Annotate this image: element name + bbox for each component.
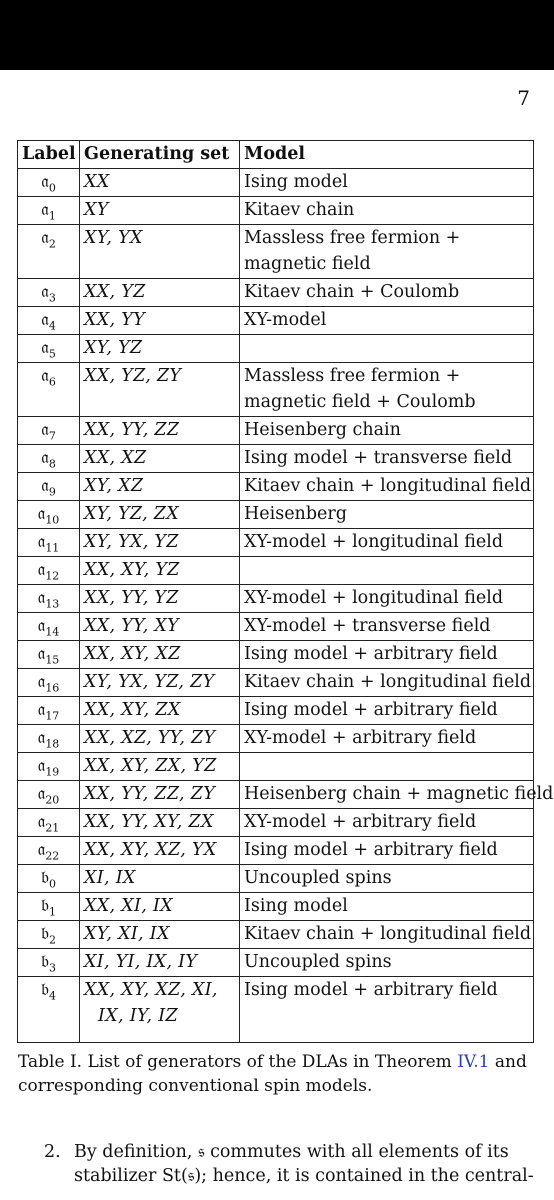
row-model — [240, 613, 534, 641]
label-subscript: 20 — [45, 793, 60, 807]
model-line: XY-model + longitudinal field — [244, 532, 504, 552]
label-subscript: 9 — [48, 485, 56, 499]
row-label — [18, 613, 80, 641]
label-subscript: 0 — [48, 877, 56, 891]
generating-set-line: XY, YX — [84, 228, 143, 248]
label-subscript: 14 — [45, 625, 60, 639]
row-model — [240, 279, 534, 307]
generating-set-line: XI, YI, IX, IY — [84, 952, 198, 972]
row-model — [240, 363, 534, 417]
row-generating-set — [80, 949, 240, 977]
table-row — [18, 557, 534, 585]
table-row — [18, 669, 534, 697]
row-generating-set — [80, 197, 240, 225]
label-letter: 𝔞 — [37, 616, 46, 636]
row-label — [18, 445, 80, 473]
label-subscript: 7 — [48, 429, 56, 443]
caption-prefix: Table I. List of generators of the DLAs in Theorem — [18, 1052, 458, 1072]
row-label — [18, 753, 80, 781]
row-model — [240, 781, 554, 809]
generating-set-line: XX, XI, IX — [84, 896, 173, 916]
row-label — [18, 557, 80, 585]
row-generating-set — [80, 501, 240, 529]
label-subscript: 18 — [45, 737, 60, 751]
row-generating-set — [80, 417, 240, 445]
row-generating-set — [80, 669, 240, 697]
generating-set-line: XX, YY, ZZ, ZY — [84, 784, 216, 804]
label-letter: 𝔞 — [37, 756, 46, 776]
model-line: XY-model + transverse field — [244, 616, 491, 636]
label-letter: 𝔞 — [41, 476, 49, 496]
model-line: Kitaev chain + longitudinal field — [244, 924, 532, 944]
label-letter: 𝔞 — [37, 840, 46, 860]
row-label — [18, 921, 80, 949]
model-line: Ising model + arbitrary field — [244, 644, 498, 664]
row-generating-set — [80, 585, 240, 613]
table-row — [18, 809, 534, 837]
label-letter: 𝔞 — [41, 366, 49, 386]
generating-set-line: XX, YZ, ZY — [84, 366, 182, 386]
generating-set-line: XX, XY, XZ, XI, — [84, 980, 218, 1000]
table-row — [18, 445, 534, 473]
table-row — [18, 417, 534, 445]
header-model: Model — [240, 141, 534, 169]
label-subscript: 2 — [48, 237, 56, 251]
row-generating-set — [80, 445, 240, 473]
label-subscript: 1 — [48, 905, 56, 919]
row-label — [18, 725, 80, 753]
generating-set-line: XX, YY, XY — [84, 616, 180, 636]
table-row — [18, 279, 534, 307]
label-subscript: 0 — [48, 181, 56, 195]
table-row — [18, 363, 534, 417]
row-generating-set — [80, 865, 240, 893]
generating-set-line: XX, XY, ZX, YZ — [84, 756, 217, 776]
label-subscript: 13 — [45, 597, 60, 611]
row-model — [240, 335, 534, 363]
row-label — [18, 893, 80, 921]
generating-set-line: XX, YZ — [84, 282, 146, 302]
row-label — [18, 307, 80, 335]
row-model — [240, 585, 534, 613]
generating-set-line: XY, YX, YZ, ZY — [84, 672, 215, 692]
row-model — [240, 557, 534, 585]
table-row — [18, 865, 534, 893]
row-generating-set — [80, 725, 240, 753]
row-generating-set — [80, 279, 240, 307]
model-line: Kitaev chain + Coulomb — [244, 282, 460, 302]
label-subscript: 3 — [48, 291, 56, 305]
table-row — [18, 585, 534, 613]
row-generating-set — [80, 335, 240, 363]
label-letter: 𝔞 — [41, 338, 49, 358]
label-letter: 𝔟 — [41, 952, 49, 972]
row-generating-set — [80, 641, 240, 669]
label-subscript: 17 — [45, 709, 60, 723]
table-row — [18, 753, 534, 781]
model-line: Heisenberg — [244, 504, 347, 524]
label-letter: 𝔟 — [41, 896, 49, 916]
label-letter: 𝔞 — [37, 784, 46, 804]
table-row — [18, 529, 534, 557]
label-letter: 𝔟 — [41, 924, 49, 944]
table-row — [18, 613, 534, 641]
label-letter: 𝔞 — [37, 588, 46, 608]
generating-set-line: XX, XY, YZ — [84, 560, 180, 580]
table-row — [18, 335, 534, 363]
label-letter: 𝔞 — [41, 172, 49, 192]
model-line: XY-model + longitudinal field — [244, 588, 504, 608]
generating-set-line: XX — [84, 172, 110, 192]
label-subscript: 16 — [45, 681, 60, 695]
table-row — [18, 501, 534, 529]
label-subscript: 15 — [45, 653, 60, 667]
row-model — [240, 949, 534, 977]
model-line-2: magnetic field — [244, 254, 371, 274]
table-row — [18, 837, 534, 865]
row-generating-set — [80, 363, 240, 417]
row-model — [240, 921, 534, 949]
row-generating-set — [80, 225, 240, 279]
row-generating-set — [80, 977, 240, 1043]
row-model — [240, 669, 534, 697]
page-cutoff — [0, 1190, 554, 1200]
row-generating-set — [80, 307, 240, 335]
row-generating-set — [80, 781, 240, 809]
model-line: Ising model + arbitrary field — [244, 980, 498, 1000]
row-generating-set — [80, 837, 240, 865]
label-letter: 𝔞 — [37, 672, 46, 692]
row-model — [240, 697, 534, 725]
label-letter: 𝔞 — [37, 812, 46, 832]
model-line: Massless free fermion + — [244, 366, 461, 386]
row-generating-set — [80, 893, 240, 921]
label-subscript: 6 — [48, 375, 56, 389]
generating-set-line: XX, YY, XY, ZX — [84, 812, 214, 832]
label-subscript: 5 — [48, 347, 56, 361]
label-letter: 𝔞 — [37, 644, 46, 664]
row-model — [240, 725, 534, 753]
row-label — [18, 169, 80, 197]
row-label — [18, 501, 80, 529]
table-row — [18, 977, 534, 1043]
row-model — [240, 307, 534, 335]
row-model — [240, 865, 534, 893]
model-line: Kitaev chain — [244, 200, 355, 220]
row-label — [18, 529, 80, 557]
row-model — [240, 893, 534, 921]
row-label — [18, 697, 80, 725]
generating-set-line: XI, IX — [84, 868, 136, 888]
row-label — [18, 335, 80, 363]
label-letter: 𝔞 — [41, 282, 49, 302]
row-label — [18, 781, 80, 809]
page-number: 7 — [517, 86, 530, 110]
label-letter: 𝔞 — [37, 728, 46, 748]
row-model — [240, 809, 534, 837]
header-label: Label — [18, 141, 80, 169]
row-label — [18, 585, 80, 613]
label-subscript: 21 — [45, 821, 60, 835]
label-subscript: 22 — [45, 849, 60, 863]
row-label — [18, 363, 80, 417]
row-generating-set — [80, 529, 240, 557]
model-line: Ising model + transverse field — [244, 448, 513, 468]
model-line: Ising model — [244, 896, 348, 916]
label-subscript: 2 — [48, 933, 56, 947]
table-row — [18, 641, 534, 669]
model-line: Uncoupled spins — [244, 952, 392, 972]
label-subscript: 19 — [45, 765, 60, 779]
label-subscript: 4 — [48, 319, 56, 333]
caption-suffix: and corresponding conventional spin models. — [18, 1052, 527, 1096]
row-generating-set — [80, 557, 240, 585]
label-letter: 𝔟 — [41, 980, 49, 1000]
row-label — [18, 197, 80, 225]
row-label — [18, 473, 80, 501]
generating-set-line: XY, YX, YZ — [84, 532, 179, 552]
generating-set-line: XY, YZ — [84, 338, 143, 358]
generating-set-line: XX, XY, XZ, YX — [84, 840, 217, 860]
row-label — [18, 417, 80, 445]
label-subscript: 10 — [45, 513, 60, 527]
label-subscript: 3 — [48, 961, 56, 975]
row-label — [18, 949, 80, 977]
table-row — [18, 893, 534, 921]
model-line: Massless free fermion + — [244, 228, 461, 248]
model-line: XY-model + arbitrary field — [244, 728, 477, 748]
row-generating-set — [80, 169, 240, 197]
model-line: XY-model — [244, 310, 327, 330]
table-row — [18, 781, 534, 809]
label-subscript: 4 — [48, 989, 56, 1003]
row-model — [240, 977, 534, 1043]
row-model — [240, 197, 534, 225]
generating-set-line: XX, XY, XZ — [84, 644, 181, 664]
row-model — [240, 501, 534, 529]
label-subscript: 12 — [45, 569, 60, 583]
row-model — [240, 417, 534, 445]
table-row — [18, 697, 534, 725]
model-line: Ising model + arbitrary field — [244, 840, 498, 860]
generating-set-line-2: IX, IY, IZ — [98, 1006, 178, 1026]
model-line: Kitaev chain + longitudinal field — [244, 476, 532, 496]
label-letter: 𝔞 — [41, 200, 49, 220]
table-row — [18, 473, 534, 501]
label-letter: 𝔟 — [41, 868, 49, 888]
model-line: Heisenberg chain + magnetic field — [244, 784, 554, 804]
row-label — [18, 865, 80, 893]
model-line: XY-model + arbitrary field — [244, 812, 477, 832]
label-letter: 𝔞 — [37, 700, 46, 720]
item-text: By definition, 𝔰 commutes with all elements of its stabilizer St(𝔰); hence, it is contained in the central- — [74, 1142, 534, 1186]
row-model — [240, 473, 534, 501]
generating-set-line: XY — [84, 200, 109, 220]
row-generating-set — [80, 809, 240, 837]
row-label — [18, 809, 80, 837]
row-model — [240, 529, 534, 557]
table-caption — [18, 1050, 538, 1098]
table-row — [18, 949, 534, 977]
row-generating-set — [80, 697, 240, 725]
table-row — [18, 197, 534, 225]
label-letter: 𝔞 — [37, 560, 46, 580]
generating-set-line: XY, YZ, ZX — [84, 504, 180, 524]
generating-set-line: XY, XZ — [84, 476, 144, 496]
label-letter: 𝔞 — [41, 448, 49, 468]
top-black-bar — [0, 0, 554, 70]
label-letter: 𝔞 — [41, 310, 49, 330]
label-subscript: 8 — [48, 457, 56, 471]
row-label — [18, 225, 80, 279]
row-model — [240, 641, 534, 669]
model-line: Kitaev chain + longitudinal field — [244, 672, 532, 692]
row-model — [240, 837, 534, 865]
generating-set-line: XY, XI, IX — [84, 924, 170, 944]
generating-set-line: XX, YY, ZZ — [84, 420, 180, 440]
model-line: Ising model + arbitrary field — [244, 700, 498, 720]
row-label — [18, 279, 80, 307]
row-generating-set — [80, 613, 240, 641]
table-row — [18, 225, 534, 279]
generating-set-line: XX, XZ — [84, 448, 147, 468]
generating-set-line: XX, XZ, YY, ZY — [84, 728, 216, 748]
label-subscript: 1 — [48, 209, 56, 223]
row-model — [240, 445, 534, 473]
generating-set-line: XX, YY, YZ — [84, 588, 179, 608]
row-generating-set — [80, 921, 240, 949]
model-line-2: magnetic field + Coulomb — [244, 392, 476, 412]
header-generating-set: Generating set — [80, 141, 240, 169]
theorem-reference-link[interactable]: IV.1 — [457, 1052, 490, 1072]
row-label — [18, 977, 80, 1043]
label-letter: 𝔞 — [37, 532, 46, 552]
label-letter: 𝔞 — [41, 420, 49, 440]
table-row — [18, 307, 534, 335]
row-model — [240, 225, 534, 279]
row-label — [18, 669, 80, 697]
row-generating-set — [80, 753, 240, 781]
generating-set-line: XX, YY — [84, 310, 145, 330]
row-label — [18, 837, 80, 865]
table-row — [18, 725, 534, 753]
table-row — [18, 921, 534, 949]
label-letter: 𝔞 — [41, 228, 49, 248]
row-model — [240, 169, 534, 197]
row-generating-set — [80, 473, 240, 501]
model-line: Uncoupled spins — [244, 868, 392, 888]
table-header-row — [18, 141, 534, 169]
row-model — [240, 753, 534, 781]
item-number: 2. — [44, 1142, 61, 1162]
row-label — [18, 641, 80, 669]
model-line: Heisenberg chain — [244, 420, 401, 440]
label-letter: 𝔞 — [37, 504, 46, 524]
dla-generators-table — [17, 140, 554, 1043]
table-row — [18, 169, 534, 197]
generating-set-line: XX, XY, ZX — [84, 700, 181, 720]
model-line: Ising model — [244, 172, 348, 192]
label-subscript: 11 — [45, 541, 60, 555]
